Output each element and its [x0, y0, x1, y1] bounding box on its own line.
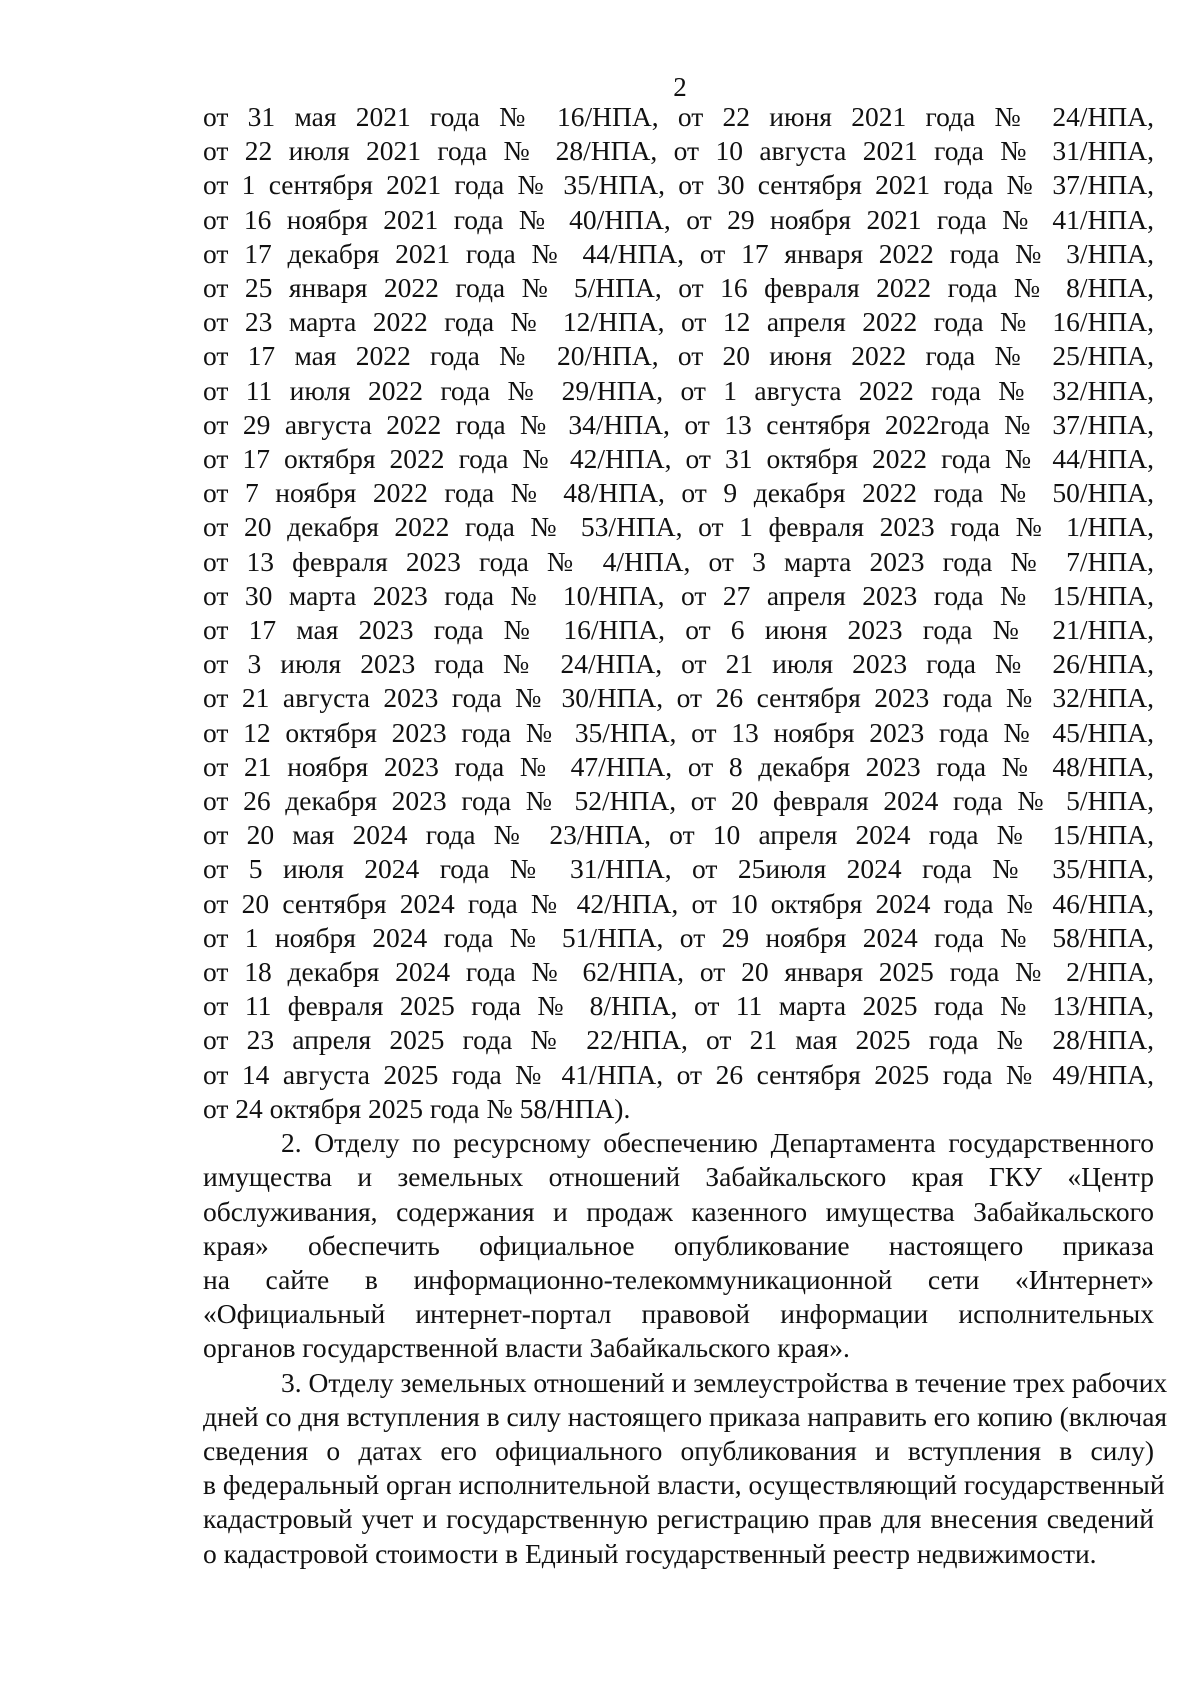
- list-line: от 1 ноября 2024 года № 51/НПА, от 29 ноября 2024 года № 58/НПА,: [203, 921, 1154, 953]
- paragraph-line: органов государственной власти Забайкальского края».: [203, 1332, 850, 1364]
- paragraph-line: 2. Отделу по ресурсному обеспечению Департамента государственного: [281, 1127, 1154, 1159]
- list-line: от 17 октября 2022 года № 42/НПА, от 31 октября 2022 года № 44/НПА,: [203, 443, 1154, 475]
- paragraph-line: сведения о датах его официального опубликования и вступления в силу): [203, 1434, 1154, 1466]
- paragraph-line: края» обеспечить официальное опубликование настоящего приказа: [203, 1229, 1154, 1261]
- list-line: от 17 мая 2022 года № 20/НПА, от 20 июня 2022 года № 25/НПА,: [203, 340, 1154, 372]
- paragraph-line: «Официальный интернет-портал правовой информации исполнительных: [203, 1298, 1154, 1330]
- list-line: от 22 июля 2021 года № 28/НПА, от 10 августа 2021 года № 31/НПА,: [203, 135, 1154, 167]
- list-line: от 11 июля 2022 года № 29/НПА, от 1 августа 2022 года № 32/НПА,: [203, 374, 1154, 406]
- list-line: от 20 сентября 2024 года № 42/НПА, от 10 октября 2024 года № 46/НПА,: [203, 887, 1154, 919]
- list-line: от 24 октября 2025 года № 58/НПА).: [203, 1092, 631, 1124]
- list-line: от 3 июля 2023 года № 24/НПА, от 21 июля 2023 года № 26/НПА,: [203, 648, 1154, 680]
- paragraph-line: 3. Отделу земельных отношений и землеустройства в течение трех рабочих: [281, 1366, 1168, 1398]
- list-line: от 11 февраля 2025 года № 8/НПА, от 11 марта 2025 года № 13/НПА,: [203, 990, 1154, 1022]
- list-line: от 20 мая 2024 года № 23/НПА, от 10 апреля 2024 года № 15/НПА,: [203, 819, 1154, 851]
- list-line: от 17 декабря 2021 года № 44/НПА, от 17 января 2022 года № 3/НПА,: [203, 237, 1154, 269]
- page-number: 2: [673, 72, 687, 102]
- paragraph-line: дней со дня вступления в силу настоящего приказа направить его копию (включая: [203, 1400, 1168, 1432]
- list-line: от 21 августа 2023 года № 30/НПА, от 26 сентября 2023 года № 32/НПА,: [203, 682, 1154, 714]
- paragraph-line: на сайте в информационно-телекоммуникационной сети «Интернет»: [203, 1263, 1154, 1295]
- list-line: от 25 января 2022 года № 5/НПА, от 16 февраля 2022 года № 8/НПА,: [203, 272, 1154, 304]
- list-line: от 29 августа 2022 года № 34/НПА, от 13 сентября 2022года № 37/НПА,: [203, 408, 1154, 440]
- list-line: от 26 декабря 2023 года № 52/НПА, от 20 февраля 2024 года № 5/НПА,: [203, 785, 1154, 817]
- list-line: от 13 февраля 2023 года № 4/НПА, от 3 марта 2023 года № 7/НПА,: [203, 545, 1154, 577]
- list-line: от 30 марта 2023 года № 10/НПА, от 27 апреля 2023 года № 15/НПА,: [203, 579, 1154, 611]
- list-line: от 20 декабря 2022 года № 53/НПА, от 1 февраля 2023 года № 1/НПА,: [203, 511, 1154, 543]
- list-line: от 17 мая 2023 года № 16/НПА, от 6 июня 2023 года № 21/НПА,: [203, 614, 1154, 646]
- document-body: [203, 100, 1168, 1571]
- paragraph-3: [203, 1366, 1168, 1571]
- paragraph-line: о кадастровой стоимости в Единый государственный реестр недвижимости.: [203, 1537, 1097, 1569]
- list-line: от 14 августа 2025 года № 41/НПА, от 26 сентября 2025 года № 49/НПА,: [203, 1058, 1154, 1090]
- paragraph-2: [203, 1126, 1154, 1365]
- list-line: от 7 ноября 2022 года № 48/НПА, от 9 декабря 2022 года № 50/НПА,: [203, 477, 1154, 509]
- list-line: от 12 октября 2023 года № 35/НПА, от 13 ноября 2023 года № 45/НПА,: [203, 716, 1154, 748]
- list-line: от 23 марта 2022 года № 12/НПА, от 12 апреля 2022 года № 16/НПА,: [203, 306, 1154, 338]
- list-line: от 31 мая 2021 года № 16/НПА, от 22 июня 2021 года № 24/НПА,: [203, 101, 1154, 132]
- amendments-list: [203, 100, 1154, 1126]
- paragraph-line: кадастровый учет и государственную регистрацию прав для внесения сведений: [203, 1503, 1154, 1535]
- paragraph-line: в федеральный орган исполнительной власти, осуществляющий государственный: [203, 1469, 1165, 1501]
- list-line: от 21 ноября 2023 года № 47/НПА, от 8 декабря 2023 года № 48/НПА,: [203, 750, 1154, 782]
- list-line: от 5 июля 2024 года № 31/НПА, от 25июля 2024 года № 35/НПА,: [203, 853, 1154, 885]
- list-line: от 16 ноября 2021 года № 40/НПА, от 29 ноября 2021 года № 41/НПА,: [203, 203, 1154, 235]
- paragraph-line: обслуживания, содержания и продаж казенного имущества Забайкальского: [203, 1195, 1154, 1227]
- list-line: от 23 апреля 2025 года № 22/НПА, от 21 мая 2025 года № 28/НПА,: [203, 1024, 1154, 1056]
- list-line: от 18 декабря 2024 года № 62/НПА, от 20 января 2025 года № 2/НПА,: [203, 956, 1154, 988]
- paragraph-line: имущества и земельных отношений Забайкальского края ГКУ «Центр: [203, 1161, 1154, 1193]
- list-line: от 1 сентября 2021 года № 35/НПА, от 30 сентября 2021 года № 37/НПА,: [203, 169, 1154, 201]
